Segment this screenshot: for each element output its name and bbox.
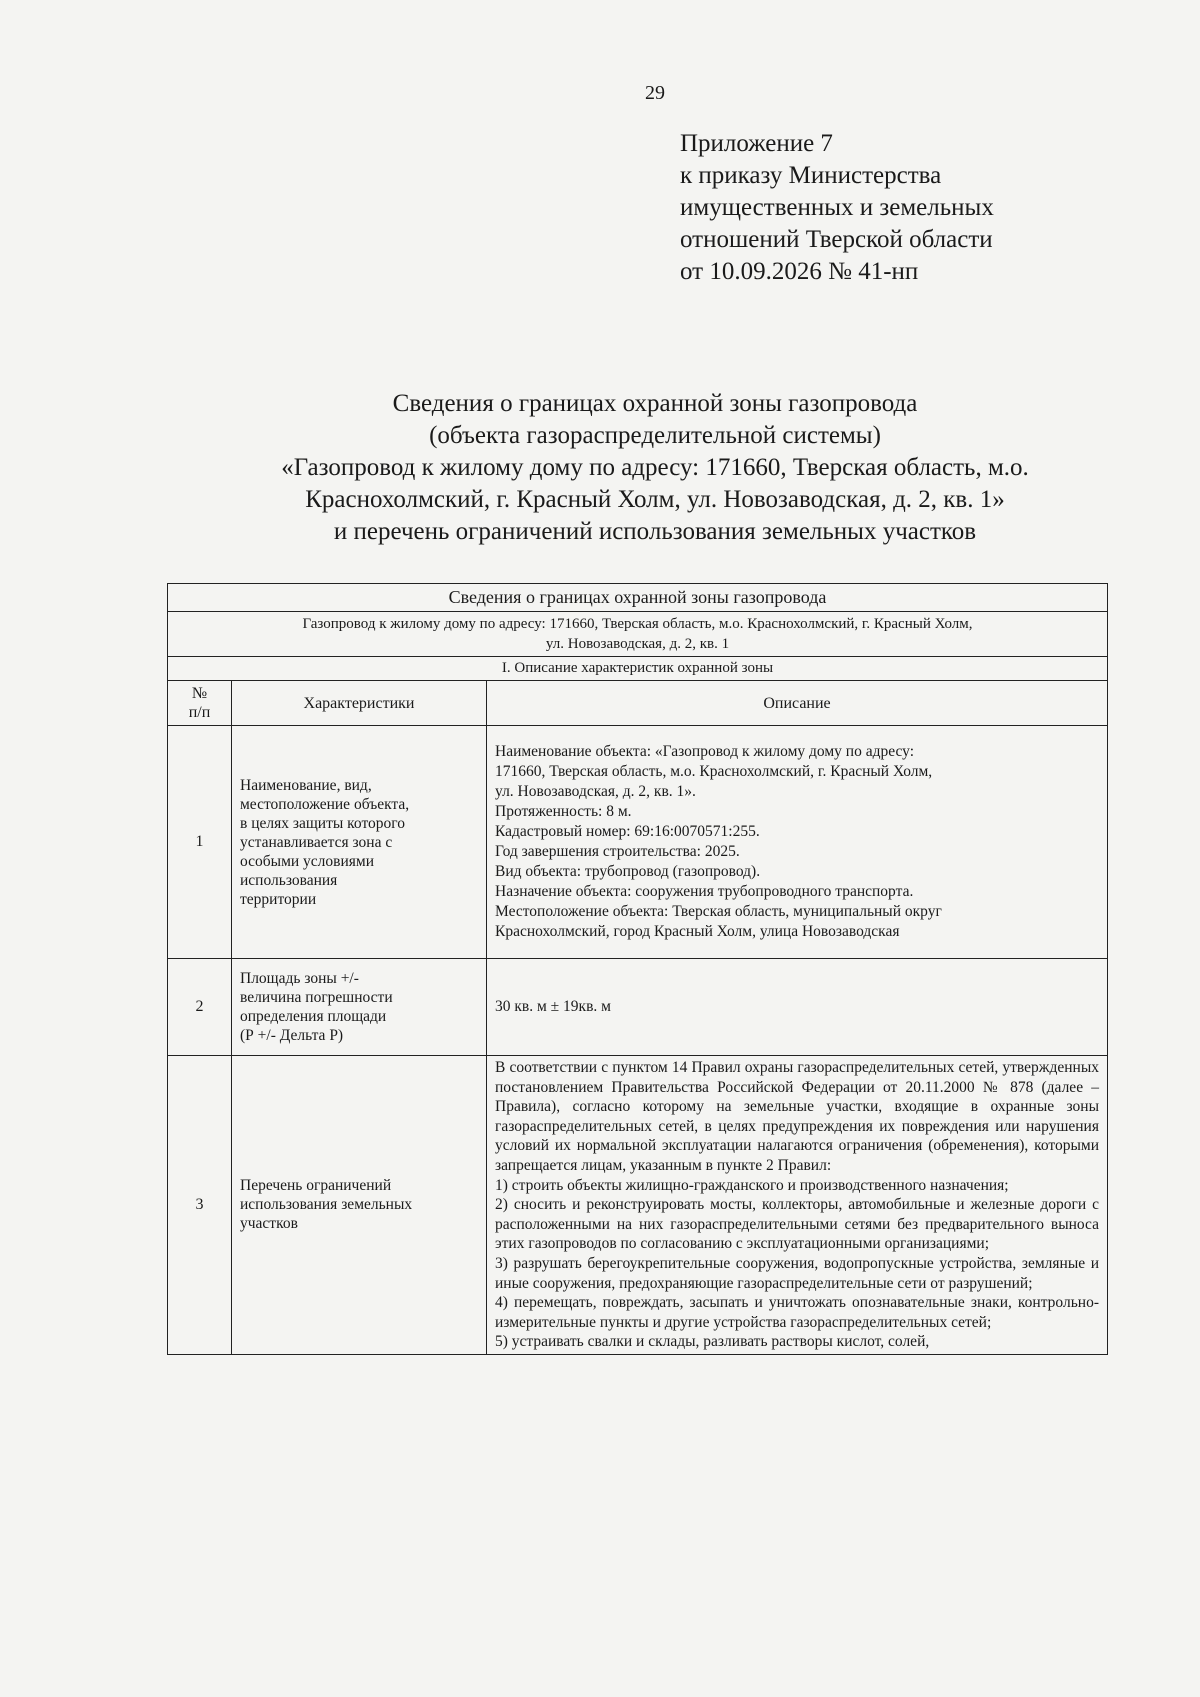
- description-line: Местоположение объекта: Тверская область, муниципальный округ: [495, 903, 942, 920]
- description-line: Кадастровый номер: 69:16:0070571:255.: [495, 823, 760, 840]
- title-line: (объекта газораспределительной системы): [429, 422, 881, 449]
- characteristic-line: величина погрешности: [240, 989, 393, 1006]
- description-line: Вид объекта: трубопровод (газопровод).: [495, 863, 761, 880]
- characteristic-line: местоположение объекта,: [240, 795, 410, 813]
- description-paragraph: 1) строить объекты жилищно-гражданского и производственного назначения;: [495, 1176, 1009, 1194]
- characteristic-line: территории: [240, 890, 317, 908]
- column-header-line: п/п: [188, 704, 211, 721]
- row-description: [487, 959, 1108, 1056]
- characteristic-line: Площадь зоны +/-: [240, 970, 359, 987]
- description-line: Краснохолмский, город Красный Холм, улица Новозаводская: [495, 923, 900, 940]
- column-header-line: №: [191, 685, 208, 702]
- description-paragraph: В соответствии с пунктом 14 Правил охраны газораспределительных сетей, утвержденных постановлением Правительства Российской Федерации от 20.11.2000 № 878 (далее – Правила), согласно которому на земельные участки, входящие в охранные зоны газораспределительных сетей, в целях предупреждения их повреждения или нарушения условий их нормальной эксплуатации налагаются ограничения (обременения), которыми запрещается лицам, указанным в пункте 2 Правил:: [495, 1059, 1099, 1174]
- characteristic-line: устанавливается зона с: [240, 833, 393, 851]
- title-line: Сведения о границах охранной зоны газопровода: [392, 390, 918, 417]
- column-header-number: [168, 681, 232, 726]
- row-characteristic: [232, 726, 487, 959]
- table-row: [168, 959, 1108, 1056]
- appendix-line: к приказу Министерства: [680, 162, 942, 189]
- row-number: 1: [168, 726, 232, 959]
- appendix-line: от 10.09.2026 № 41-нп: [680, 258, 919, 285]
- characteristic-line: определения площади: [240, 1008, 387, 1025]
- description-line: ул. Новозаводская, д. 2, кв. 1».: [495, 783, 696, 800]
- table-subheader: [168, 612, 1108, 657]
- characteristic-line: Наименование, вид,: [240, 776, 372, 794]
- description-line: Наименование объекта: «Газопровод к жилому дому по адресу:: [495, 743, 915, 760]
- appendix-line: имущественных и земельных: [680, 194, 994, 221]
- description-paragraph: 3) разрушать берегоукрепительные сооружения, водопропускные устройства, земляные и иные сооружения, предохраняющие газораспределительные сети от разрушений;: [495, 1254, 1099, 1292]
- appendix-line: Приложение 7: [680, 130, 833, 157]
- table-header: Сведения о границах охранной зоны газопровода: [168, 584, 1108, 612]
- appendix-reference: [680, 128, 994, 288]
- characteristic-line: участков: [240, 1215, 298, 1233]
- characteristic-line: в целях защиты которого: [240, 814, 405, 832]
- description-line: 171660, Тверская область, м.о. Краснохолмский, г. Красный Холм,: [495, 763, 933, 780]
- row-characteristic: [232, 1056, 487, 1355]
- characteristic-line: особыми условиями: [240, 852, 375, 870]
- appendix-line: отношений Тверской области: [680, 226, 993, 253]
- description-paragraph: 5) устраивать свалки и склады, разливать растворы кислот, солей,: [495, 1333, 930, 1351]
- column-header-row: [168, 681, 1108, 726]
- title-line: и перечень ограничений использования земельных участков: [333, 518, 977, 545]
- characteristic-line: использования земельных: [240, 1196, 413, 1214]
- row-description: [487, 1056, 1108, 1355]
- description-paragraph: 2) сносить и реконструировать мосты, коллекторы, автомобильные и железные дороги с расположенными на них газораспределительными сетями без предварительного выноса этих газопроводов по согласованию с эксплуатационными организациями;: [495, 1196, 1099, 1253]
- row-characteristic: [232, 959, 487, 1056]
- description-line: Назначение объекта: сооружения трубопроводного транспорта.: [495, 883, 914, 900]
- row-number: 2: [168, 959, 232, 1056]
- subheader-line: ул. Новозаводская, д. 2, кв. 1: [545, 636, 730, 652]
- title-line: «Газопровод к жилому дому по адресу: 171660, Тверская область, м.о.: [281, 454, 1029, 481]
- page-number: 29: [645, 82, 665, 104]
- description-line: 30 кв. м ± 19кв. м: [495, 998, 611, 1015]
- row-number: 3: [168, 1056, 232, 1355]
- table-row: [168, 1056, 1108, 1355]
- characteristic-line: Перечень ограничений: [240, 1177, 392, 1195]
- table-row: [168, 726, 1108, 959]
- description-line: Год завершения строительства: 2025.: [495, 843, 740, 860]
- section-heading: I. Описание характеристик охранной зоны: [168, 657, 1108, 681]
- description-line: Протяженность: 8 м.: [495, 803, 632, 820]
- subheader-line: Газопровод к жилому дому по адресу: 171660, Тверская область, м.о. Краснохолмский, г. Красный Холм,: [302, 616, 973, 632]
- column-header-description: Описание: [487, 681, 1108, 726]
- title-line: Краснохолмский, г. Красный Холм, ул. Новозаводская, д. 2, кв. 1»: [305, 486, 1005, 513]
- row-description: [487, 726, 1108, 959]
- document-title: [150, 388, 1160, 548]
- zone-info-table: [167, 583, 1108, 1355]
- characteristic-line: использования: [240, 871, 338, 889]
- characteristic-line: (Р +/- Дельта Р): [240, 1027, 344, 1044]
- column-header-characteristics: Характеристики: [232, 681, 487, 726]
- description-paragraph: 4) перемещать, повреждать, засыпать и уничтожать опознавательные знаки, контрольно-измерительные пункты и другие устройства газораспределительных сетей;: [495, 1294, 1099, 1331]
